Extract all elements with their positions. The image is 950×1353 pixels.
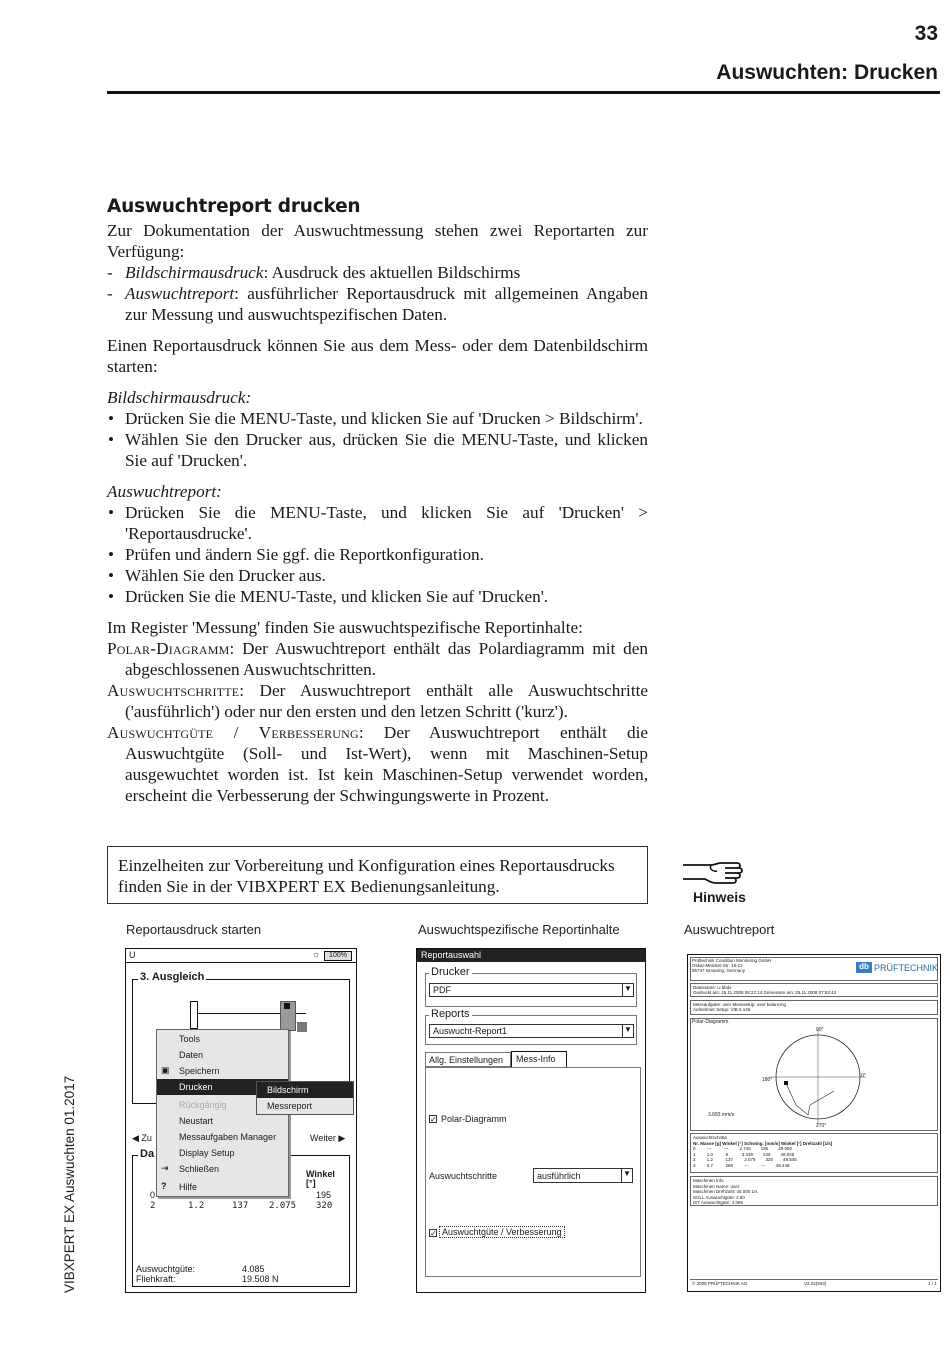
printer-dropdown-icon[interactable]: ▼ [622, 984, 633, 996]
col-angle-unit: [°] [306, 1178, 316, 1188]
menu-item-neustart[interactable]: Neustart [179, 1116, 214, 1126]
print-submenu [256, 1081, 354, 1115]
report-type-item: - Auswuchtreport: ausführlicher Reportausdruck mit allgemeinen Angaben zur Messung und auswuchtspezifischen Daten. [107, 283, 648, 325]
hint [681, 855, 771, 905]
logo-mark: db [856, 962, 872, 973]
panel-title: 3. Ausgleich [140, 971, 205, 983]
quality-label: Auswuchtgüte / Verbesserung [439, 1226, 565, 1238]
pointing-hand-icon [681, 855, 745, 889]
side-footer-text: VIBXPERT EX Auswuchten 01.2017 [62, 1075, 77, 1293]
menu-item-daten[interactable]: Daten [179, 1050, 204, 1060]
menu-item-rueckgaengig: Rückgängig [179, 1100, 227, 1110]
menu-item-hilfe[interactable]: Hilfe [179, 1182, 198, 1192]
reports-select[interactable]: Auswucht-Report1 [429, 1024, 634, 1038]
row2-nr: 2 [150, 1201, 156, 1211]
battery-icon: 100% [324, 951, 352, 961]
row0-angle: 195 [316, 1190, 332, 1200]
quality-value: 4.085 [242, 1264, 265, 1274]
caption-start: Reportausdruck starten [126, 922, 262, 937]
report-footer-mid: V2.22(503) [804, 1281, 827, 1286]
polar-value: 3.683 mm/s [708, 1112, 735, 1118]
report-footer-left: © 2008 PRÜFTECHNIK AG [692, 1281, 748, 1286]
step-item: • Drücken Sie die MENU-Taste, und klicken Sie auf 'Drucken > Bildschirm'. [107, 408, 648, 429]
polar-checkbox[interactable]: ✓ [430, 1115, 437, 1124]
reports-label: Reports [431, 1008, 470, 1020]
tab-mess-info[interactable]: Mess-Info [511, 1051, 567, 1068]
steps-dropdown-icon[interactable]: ▼ [621, 1169, 632, 1182]
menu-item-schliessen[interactable]: Schließen [179, 1164, 220, 1174]
start-paragraph: Einen Reportausdruck können Sie aus dem Mess- oder dem Datenbildschirm starten: [107, 336, 648, 376]
step-item: • Prüfen und ändern Sie ggf. die Reportkonfiguration. [107, 544, 648, 565]
report-print-label: Auswuchtreport: [107, 482, 222, 501]
data-panel-title: Da [140, 1148, 155, 1160]
report-footer-right: 1 / 1 [928, 1281, 937, 1286]
help-icon: ? [161, 1181, 167, 1191]
screenshot-report-selection [416, 948, 646, 1293]
chapter-title: Auswuchten: Drucken [716, 61, 938, 84]
quality-label: Auswuchtgüte: [136, 1264, 196, 1274]
caption-contents: Auswuchtspezifische Reportinhalte [418, 922, 620, 937]
tab-allg-einstellungen[interactable]: Allg. Einstellungen [425, 1052, 511, 1067]
steps-label: Auswuchtschritte [429, 1171, 498, 1181]
menu-item-drucken[interactable]: Drucken [157, 1079, 288, 1095]
printer-select[interactable]: PDF [429, 983, 634, 997]
polar-title: Polar-Diagramm [692, 1019, 729, 1025]
step-item: • Drücken Sie die MENU-Taste, und klicken Sie auf 'Drucken' > 'Reportausdrucke'. [107, 502, 648, 544]
polar-label-90: 90° [816, 1027, 824, 1033]
header-rule [107, 91, 940, 94]
register-item: Polar-Diagramm: Der Auswuchtreport enthält das Polardiagramm mit den abgeschlossenen Auswuchtschritten. [107, 639, 648, 679]
nav-left[interactable]: ◀ Zu [132, 1133, 152, 1143]
steps-select[interactable]: ausführlich [533, 1168, 633, 1183]
weight-dot [284, 1003, 290, 1009]
status-left: U [129, 950, 136, 960]
rotor-disk [190, 1001, 198, 1029]
step-item: • Drücken Sie die MENU-Taste, und klicken Sie auf 'Drucken'. [107, 586, 648, 607]
company-address: Prüftechnik Condition Monitoring GmbH Oskar-Messter-Str. 19-21 85737 Ismaning, Germany [692, 958, 772, 973]
register-intro: Im Register 'Messung' finden Sie auswuchtspezifische Reportinhalte: [107, 618, 583, 637]
polar-label-180: 180° [762, 1077, 773, 1083]
polar-label: Polar-Diagramm [441, 1114, 507, 1124]
polar-label-270: 270° [816, 1123, 827, 1129]
intro-paragraph: Zur Dokumentation der Auswuchtmessung stehen zwei Reportarten zur Verfügung: [107, 221, 648, 261]
col-angle: Winkel [306, 1169, 335, 1179]
step-item: • Wählen Sie den Drucker aus, drücken Sie die MENU-Taste, und klicken Sie auf 'Drucken'. [107, 429, 648, 471]
submenu-item-messreport[interactable]: Messreport [267, 1101, 313, 1111]
menu-item-messaufgaben[interactable]: Messaufgaben Manager [179, 1132, 277, 1142]
hint-label: Hinweis [693, 889, 746, 905]
sensor-marker [297, 1022, 307, 1032]
menu-item-display-setup[interactable]: Display Setup [179, 1148, 235, 1158]
report-type-item: - Bildschirmausdruck: Ausdruck des aktuellen Bildschirms [107, 262, 648, 283]
section-title: Auswuchtreport drucken [107, 196, 361, 217]
step-item: • Wählen Sie den Drucker aus. [107, 565, 648, 586]
machine-info: Maschinen Info Maschinen Name: user Maschinen Drehzahl: 45.000 1/s SOLL Auswuchtgüte: 2.50 IST Auswuchtgüte: 4.085 [690, 1176, 938, 1206]
report-meta: Dateiname: U.bbdx Gedruckt am: 25.11.2008 08:22:14 Gemessen am: 25.11.2008 07:53:43 [690, 983, 938, 997]
submenu-item-bildschirm[interactable]: Bildschirm [257, 1082, 353, 1098]
printer-label: Drucker [431, 966, 470, 978]
row0-nr: 0 [150, 1190, 156, 1200]
main-content [107, 196, 648, 806]
dialog-title: Reportauswahl [417, 949, 645, 962]
steps-section: Auswuchtschritte Nr. Masse [g] Winkel [°] Schwing. [mm/s] Winkel [°] Drehzahl [1/s] 0 --- --- 2.745 195 49.092 1 1.0 9 3.339 249 49.045 2 1.2 137 2.075 320 49.545 3 0.7 268 --- --- 49.448 [690, 1133, 938, 1173]
register-item: Auswuchtgüte / Verbesserung: Der Auswuchtreport enthält die Auswuchtgüte (Soll- und Ist-Wert), wenn mit Maschinen-Setup ausgewuchtet worden ist. Ist kein Maschinen-Setup verwendet worden, erscheint die Verbesserung der Schwingungswerte in Prozent. [107, 723, 648, 805]
row2-angle: 320 [316, 1201, 333, 1211]
screenshot-report-start [125, 948, 357, 1293]
report-task: Messaufgabe: user Messsetup: user balancing Aufnehmer Setup: VIB 6.146 [690, 1000, 938, 1015]
light-icon: ☼ [312, 949, 321, 959]
quality-checkbox[interactable]: ✓ [430, 1229, 437, 1238]
logo-text: PRÜFTECHNIK [874, 963, 939, 973]
menu-item-speichern[interactable]: Speichern [179, 1066, 220, 1076]
menu-item-tools[interactable]: Tools [179, 1034, 201, 1044]
save-icon: ▣ [161, 1065, 170, 1075]
reports-dropdown-icon[interactable]: ▼ [622, 1025, 633, 1037]
note-box: Einzelheiten zur Vorbereitung und Konfiguration eines Reportausdrucks finden Sie in der VIBXPERT EX Bedienungsanleitung. [107, 846, 648, 904]
register-item: Auswuchtschritte: Der Auswuchtreport enthält alle Auswuchtschritte ('ausführlich') oder nur den ersten und den letzen Schritt ('kurz'). [107, 681, 648, 721]
row2-vib: 2.075 [269, 1201, 297, 1211]
nav-right[interactable]: Weiter ▶ [310, 1133, 346, 1143]
caption-report: Auswuchtreport [684, 922, 775, 937]
polar-label-0: 0° [861, 1073, 866, 1079]
footer-rule [690, 1279, 938, 1280]
force-label: Fliehkraft: [136, 1274, 176, 1284]
screen-print-label: Bildschirmausdruck: [107, 388, 252, 407]
force-value: 19.508 N [242, 1274, 279, 1284]
row2-deg: 137 [232, 1201, 249, 1211]
close-icon: ⇥ [161, 1163, 169, 1173]
page-number: 33 [914, 22, 938, 45]
status-bar [126, 949, 356, 963]
screenshot-balancing-report [687, 954, 941, 1292]
row2-mass: 1.2 [188, 1201, 205, 1211]
